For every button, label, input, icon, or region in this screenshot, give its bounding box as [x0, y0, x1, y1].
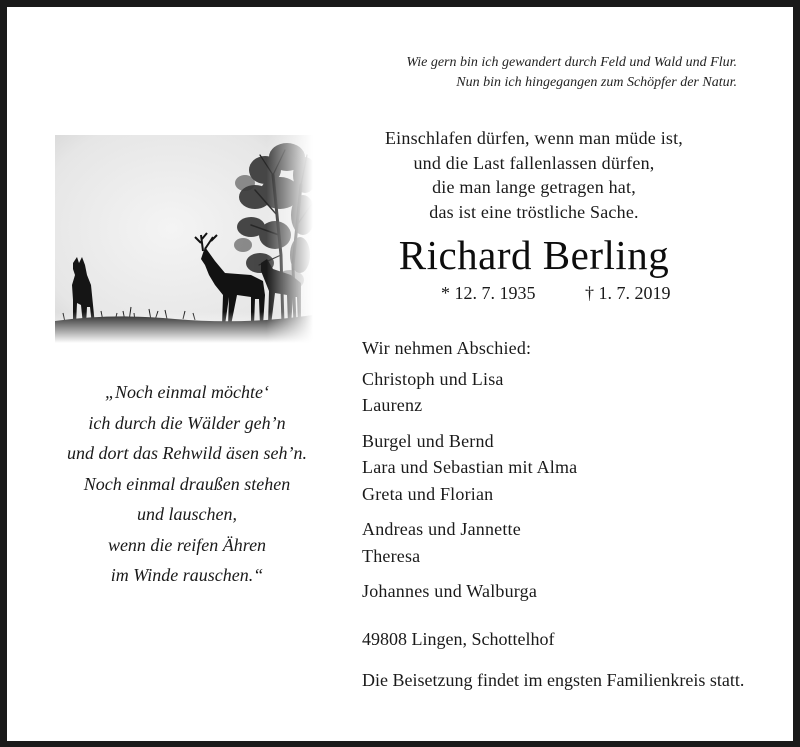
birth-date: * 12. 7. 1935 — [441, 283, 536, 303]
quote-line: und lauschen, — [137, 504, 237, 524]
quote-line: Noch einmal draußen stehen — [83, 473, 291, 494]
family-member: Burgel und Bernd — [362, 430, 494, 451]
quote-line: und dort das Rehwild äsen seh’n. — [67, 443, 307, 463]
family-member: Laurenz — [362, 395, 423, 415]
family-member: Johannes und Walburga — [362, 581, 538, 601]
family-group — [362, 428, 772, 508]
quote-line: wenn die reifen Ähren — [107, 534, 267, 555]
family-group — [362, 516, 772, 569]
verse-line: und die Last fallenlassen dürfen, — [413, 152, 655, 173]
family-group — [362, 578, 772, 605]
family-intro: Wir nehmen Abschied: — [362, 338, 532, 358]
deer-silhouette-photo — [55, 135, 313, 343]
quote-line: ich durch die Wälder geh’n — [88, 412, 286, 433]
family-member: Theresa — [362, 545, 421, 566]
verse-line: das ist eine tröstliche Sache. — [429, 201, 639, 222]
family-member: Andreas und Jannette — [362, 519, 521, 539]
family-member: Christoph und Lisa — [362, 368, 504, 389]
family-list — [362, 335, 772, 614]
family-member: Greta und Florian — [362, 483, 494, 504]
family-member: Lara und Sebastian mit Alma — [362, 457, 578, 477]
quote-line: im Winde rauschen.“ — [110, 565, 264, 585]
poem-quote — [47, 377, 327, 591]
motto-line: Nun bin ich hingegangen zum Schöpfer der Natur. — [456, 75, 737, 90]
residence: 49808 Lingen, Schottelhof — [362, 629, 555, 649]
motto — [337, 53, 737, 93]
deceased-name: Richard Berling — [398, 232, 670, 278]
verse-line: die man lange getragen hat, — [432, 177, 636, 197]
family-group — [362, 366, 772, 419]
verse — [359, 126, 709, 224]
death-date: † 1. 7. 2019 — [585, 283, 671, 303]
burial-notice: Die Beisetzung findet im engsten Familienkreis statt. — [362, 670, 745, 690]
verse-line: Einschlafen dürfen, wenn man müde ist, — [384, 128, 684, 148]
motto-line: Wie gern bin ich gewandert durch Feld und Wald und Flur. — [406, 55, 737, 70]
quote-line: „Noch einmal möchte‘ — [105, 382, 269, 402]
